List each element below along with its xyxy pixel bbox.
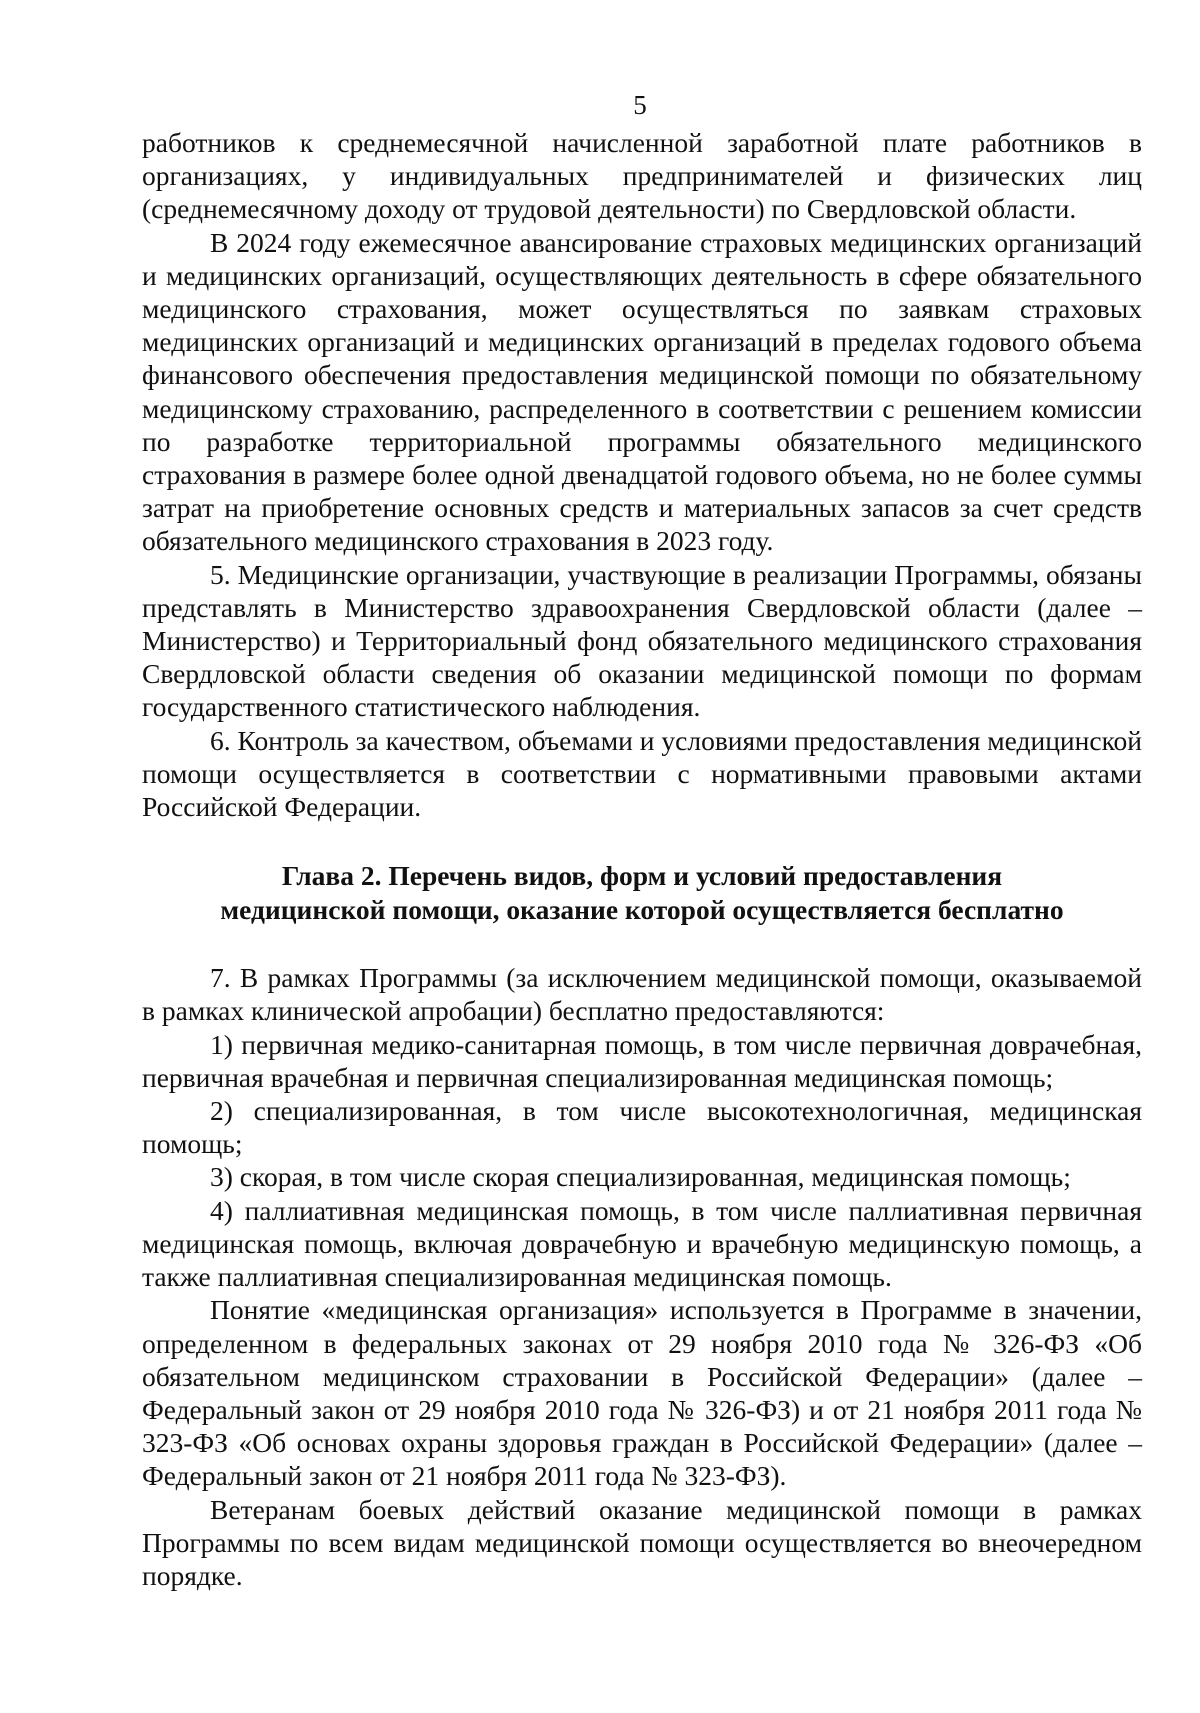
paragraph: В 2024 году ежемесячное авансирование страховых медицинских организаций и медицинских организаций, осуществляющих деятельность в сфере обязательного медицинского страхования, может осуществляться по заявкам страховых медицинских организаций и медицинских организаций в пределах годового объема финансового обеспечения предоставления медицинской помощи по обязательному медицинскому страхованию, распределенного в соответствии с решением комиссии по разработке территориальной программы обязательного медицинского страхования в размере более одной двенадцатой годового объема, но не более суммы затрат на приобретение основных средств и материальных запасов за счет средств обязательного медицинского страхования в 2023 году.	[142, 226, 1142, 557]
document-body	[142, 126, 1142, 1592]
list-item: 1) первичная медико-санитарная помощь, в том числе первичная доврачебная, первичная врачебная и первичная специализированная медицинская помощь;	[142, 1028, 1142, 1093]
chapter-title	[142, 859, 1142, 926]
paragraph: работников к среднемесячной начисленной заработной плате работников в организациях, у индивидуальных предпринимателей и физических лиц (среднемесячному доходу от трудовой деятельности) по Свердловской области.	[142, 127, 1142, 225]
paragraphs-before	[142, 126, 1142, 823]
chapter-title-line-1: Глава 2. Перечень видов, форм и условий предоставления	[281, 860, 1003, 892]
chapter-title-line-2: медицинской помощи, оказание которой осуществляется бесплатно	[220, 893, 1064, 925]
paragraphs-after	[142, 961, 1142, 1592]
list-item: 3) скорая, в том числе скорая специализированная, медицинская помощь;	[210, 1161, 1071, 1193]
paragraph-item-5: 5. Медицинские организации, участвующие в реализации Программы, обязаны представлять в Министерство здравоохранения Свердловской области (далее – Министерство) и Территориальный фонд обязательного медицинского страхования Свердловской области сведения об оказании медицинской помощи по формам государственного статистического наблюдения.	[142, 558, 1142, 723]
paragraph-item-7: 7. В рамках Программы (за исключением медицинской помощи, оказываемой в рамках клинической апробации) бесплатно предоставляются:	[142, 962, 1142, 1027]
paragraph: Ветеранам боевых действий оказание медицинской помощи в рамках Программы по всем видам медицинской помощи осуществляется во внеочередном порядке.	[142, 1493, 1142, 1591]
list-item: 2) специализированная, в том числе высокотехнологичная, медицинская помощь;	[142, 1095, 1142, 1160]
list-item: 4) паллиативная медицинская помощь, в том числе паллиативная первичная медицинская помощь, включая доврачебную и врачебную медицинскую помощь, а также паллиативная специализированная медицинская помощь.	[142, 1194, 1142, 1293]
page-number: 5	[633, 90, 647, 120]
paragraph: Понятие «медицинская организация» используется в Программе в значении, определенном в федеральных законах от 29 ноября 2010 года № 326-ФЗ «Об обязательном медицинском страховании в Российской Федерации» (далее – Федеральный закон от 29 ноября 2010 года № 326-ФЗ) и от 21 ноября 2011 года № 323-ФЗ «Об основах охраны здоровья граждан в Российской Федерации» (далее – Федеральный закон от 21 ноября 2011 года № 323-ФЗ).	[142, 1294, 1142, 1492]
paragraph-item-6: 6. Контроль за качеством, объемами и условиями предоставления медицинской помощи осуществляется в соответствии с нормативными правовыми актами Российской Федерации.	[142, 724, 1142, 823]
